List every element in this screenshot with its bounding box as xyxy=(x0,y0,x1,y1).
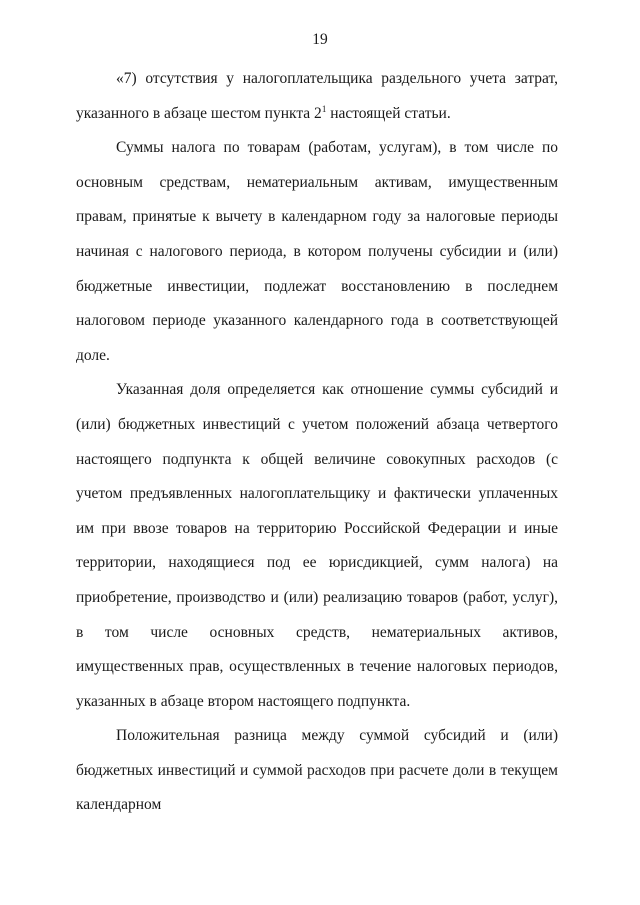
paragraph-text: настоящей статьи. xyxy=(326,104,451,122)
page-number: 19 xyxy=(312,31,328,48)
document-body xyxy=(76,62,558,823)
paragraph-positive-difference: Положительная разница между суммой субсидий и (или) бюджетных инвестиций и суммой расходов при расчете доли в текущем календарном xyxy=(76,727,558,814)
superscript: 1 xyxy=(321,103,327,114)
paragraph-share-definition: Указанная доля определяется как отношение суммы субсидий и (или) бюджетных инвестиций с учетом положений абзаца четвертого настоящего подпункта к общей величине совокупных расходов (с учетом предъявленных налогоплательщику и фактически уплаченных им при ввозе товаров на территорию Российской Федерации и иные территории, находящиеся под ее юрисдикцией, сумм налога) на приобретение, производство и (или) реализацию товаров (работ, услуг), в том числе основных средств, нематериальных активов, имущественных прав, осуществленных в течение налоговых периодов, указанных в абзаце втором настоящего подпункта. xyxy=(76,381,558,710)
paragraph-item-7 xyxy=(76,62,558,131)
paragraph-text: «7) отсутствия у налогоплательщика раздельного учета затрат, указанного в абзаце шестом пункта 2 xyxy=(76,70,558,122)
paragraph-tax-amounts: Суммы налога по товарам (работам, услугам), в том числе по основным средствам, нематериальным активам, имущественным правам, принятые к вычету в календарном году за налоговые периоды начиная с налогового периода, в котором получены субсидии и (или) бюджетные инвестиции, подлежат восстановлению в последнем налоговом периоде указанного календарного года в соответствующей доле. xyxy=(76,139,558,364)
